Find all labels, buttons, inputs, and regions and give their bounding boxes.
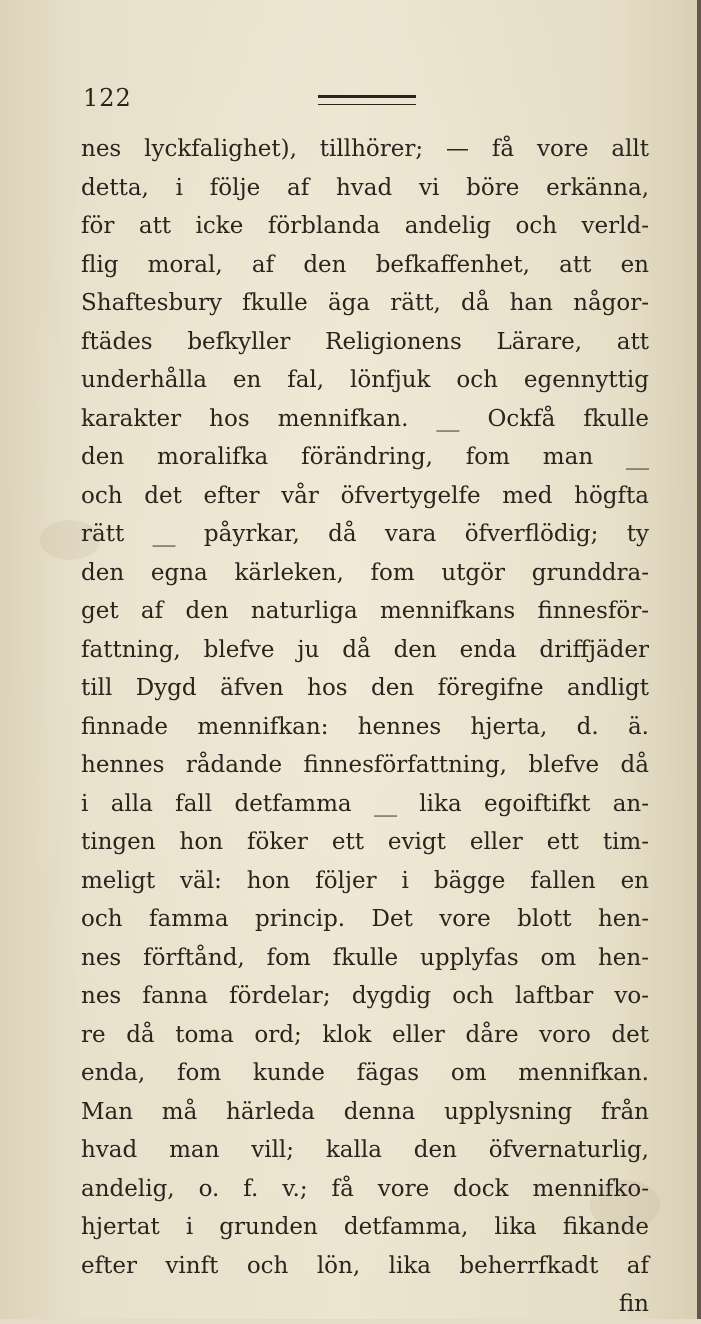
text-line: nes fanna fördelar; dygdig och laftbar vo- [81,983,649,1009]
text-line: karakter hos mennifkan. __ Ockfå fkulle [81,405,649,432]
text-line: den egna kärleken, fom utgör grunddra- [81,559,649,586]
header-ornament-rule [318,95,416,105]
page-number: 122 [83,84,132,112]
page-edge-shadow [697,0,701,1319]
text-line: Shaftesbury fkulle äga rätt, då han någor- [81,290,649,316]
text-line: hennes rådande finnesförfattning, blefve då [81,752,649,778]
text-line: fin [618,1291,649,1317]
text-line: efter vinft och lön, lika beherrfkadt af [81,1252,649,1279]
body-text [81,130,649,1324]
text-line: för att icke förblanda andelig och verld- [81,213,649,239]
text-line: ftädes befkyller Religionens Lärare, att [81,328,649,355]
text-line: och det efter vår öfvertygelfe med högfta [81,482,649,509]
text-line: rätt __ påyrkar, då vara öfverflödig; ty [81,521,649,547]
text-line: fattning, blefve ju då den enda driffjäder [81,636,649,663]
text-line: den moralifka förändring, fom man __ [81,444,649,470]
text-line: detta, i följe af hvad vi böre erkänna, [81,174,649,201]
text-line: till Dygd äfven hos den föregifne andligt [81,675,649,701]
text-line: hjertat i grunden detfamma, lika fikande [81,1214,649,1240]
text-line: finnade mennifkan: hennes hjerta, d. ä. [81,713,649,740]
text-line: meligt väl: hon följer i bägge fallen en [81,867,649,894]
text-line: get af den naturliga mennifkans finnesför- [81,598,649,624]
text-line: nes lyckfalighet), tillhörer; — få vore allt [81,136,649,162]
text-line: underhålla en fal, lönfjuk och egennyttig [81,367,649,393]
text-line: tingen hon föker ett evigt eller ett tim- [81,829,649,855]
text-line: Man må härleda denna upplysning från [81,1098,649,1125]
text-line: och famma princip. Det vore blott hen- [81,906,649,932]
text-line: enda, fom kunde fägas om mennifkan. [81,1060,649,1086]
text-line: andelig, o. f. v.; få vore dock mennifko- [81,1175,649,1202]
text-line: re då toma ord; klok eller dåre voro det [81,1021,649,1048]
text-line: nes förftånd, fom fkulle upplyfas om hen- [81,944,649,971]
text-line: hvad man vill; kalla den öfvernaturlig, [81,1137,649,1163]
text-line: flig moral, af den befkaffenhet, att en [81,251,649,278]
text-line: i alla fall detfamma __ lika egoiftifkt an- [81,790,649,817]
